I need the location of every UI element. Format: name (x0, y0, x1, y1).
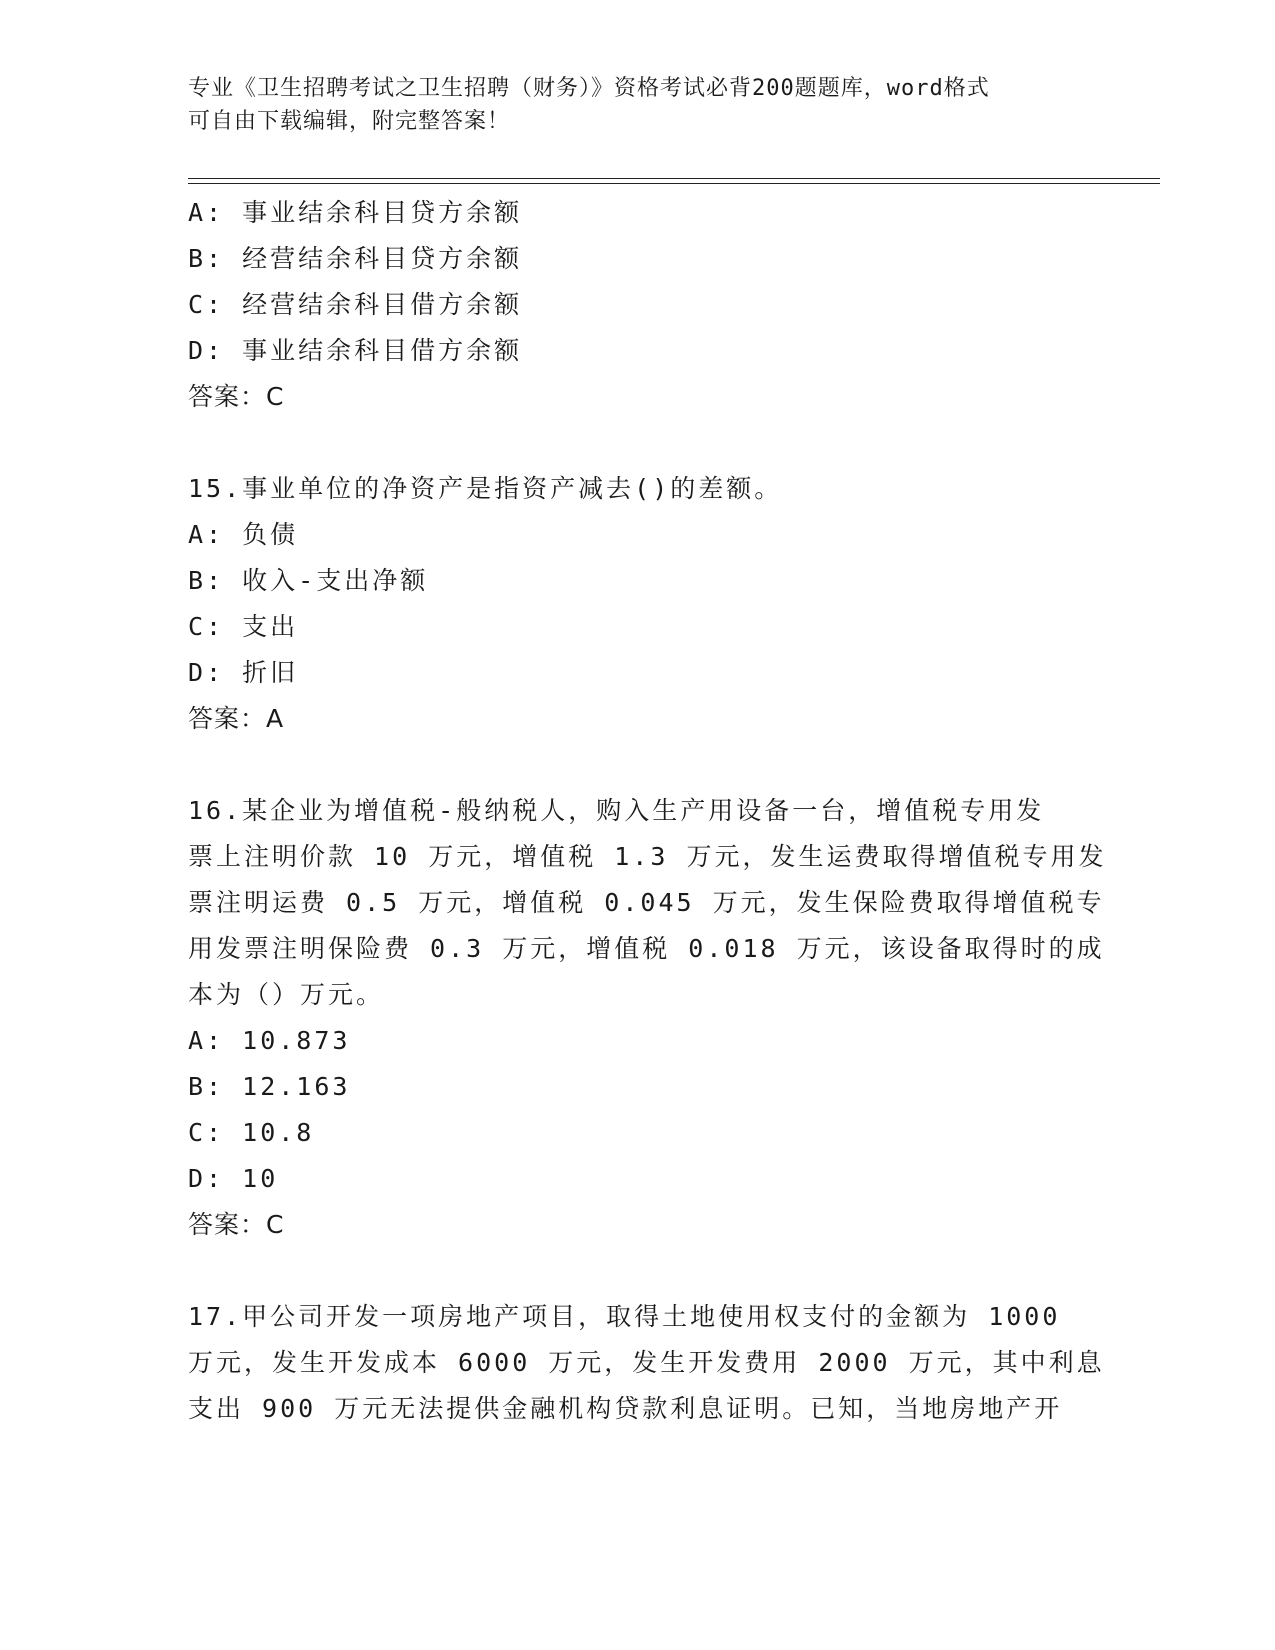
header-line-1: 专业《卫生招聘考试之卫生招聘（财务）》资格考试必背200题题库，word格式 (188, 76, 990, 101)
spacer (188, 420, 1088, 466)
question-stem-line: 票上注明价款 10 万元，增值税 1.3 万元，发生运费取得增值税专用发 (188, 842, 1107, 871)
answer: 答案：A (188, 704, 285, 733)
option-a: A: 事业结余科目贷方余额 (188, 198, 523, 227)
question-17 (188, 1294, 1105, 1432)
question-stem-line: 票注明运费 0.5 万元，增值税 0.045 万元，发生保险费取得增值税专 (188, 888, 1105, 917)
header-rule-top (188, 178, 1160, 179)
answer: 答案：C (188, 1210, 285, 1239)
option-c: C: 支出 (188, 612, 299, 641)
question-stem-line: 16.某企业为增值税-般纳税人，购入生产用设备一台，增值税专用发 (188, 796, 1045, 825)
question-16 (188, 788, 1107, 1248)
question-stem-line: 17.甲公司开发一项房地产项目，取得土地使用权支付的金额为 1000 (188, 1302, 1061, 1331)
document-header (188, 72, 1078, 138)
option-d: D: 10 (188, 1164, 279, 1193)
option-c: C: 10.8 (188, 1118, 315, 1147)
header-rule-bottom (188, 183, 1160, 184)
header-line-2: 可自由下载编辑，附完整答案！ (188, 109, 511, 134)
question-14 (188, 190, 1088, 420)
spacer (188, 742, 1088, 788)
question-15 (188, 466, 1088, 742)
question-list (188, 190, 1107, 1432)
option-c: C: 经营结余科目借方余额 (188, 290, 523, 319)
option-b: B: 收入-支出净额 (188, 566, 429, 595)
option-a: A: 10.873 (188, 1026, 351, 1055)
option-d: D: 折旧 (188, 658, 299, 687)
answer: 答案：C (188, 382, 285, 411)
option-d: D: 事业结余科目借方余额 (188, 336, 523, 365)
question-stem-line: 支出 900 万元无法提供金融机构贷款利息证明。已知，当地房地产开 (188, 1394, 1063, 1423)
option-b: B: 经营结余科目贷方余额 (188, 244, 523, 273)
question-stem-line: 万元，发生开发成本 6000 万元，发生开发费用 2000 万元，其中利息 (188, 1348, 1105, 1377)
option-b: B: 12.163 (188, 1072, 351, 1101)
option-a: A: 负债 (188, 520, 299, 549)
question-stem: 15.事业单位的净资产是指资产减去()的差额。 (188, 474, 783, 503)
question-stem-line: 用发票注明保险费 0.3 万元，增值税 0.018 万元，该设备取得时的成 (188, 934, 1105, 963)
spacer (188, 1248, 1088, 1294)
question-stem-line: 本为（）万元。 (188, 980, 385, 1009)
